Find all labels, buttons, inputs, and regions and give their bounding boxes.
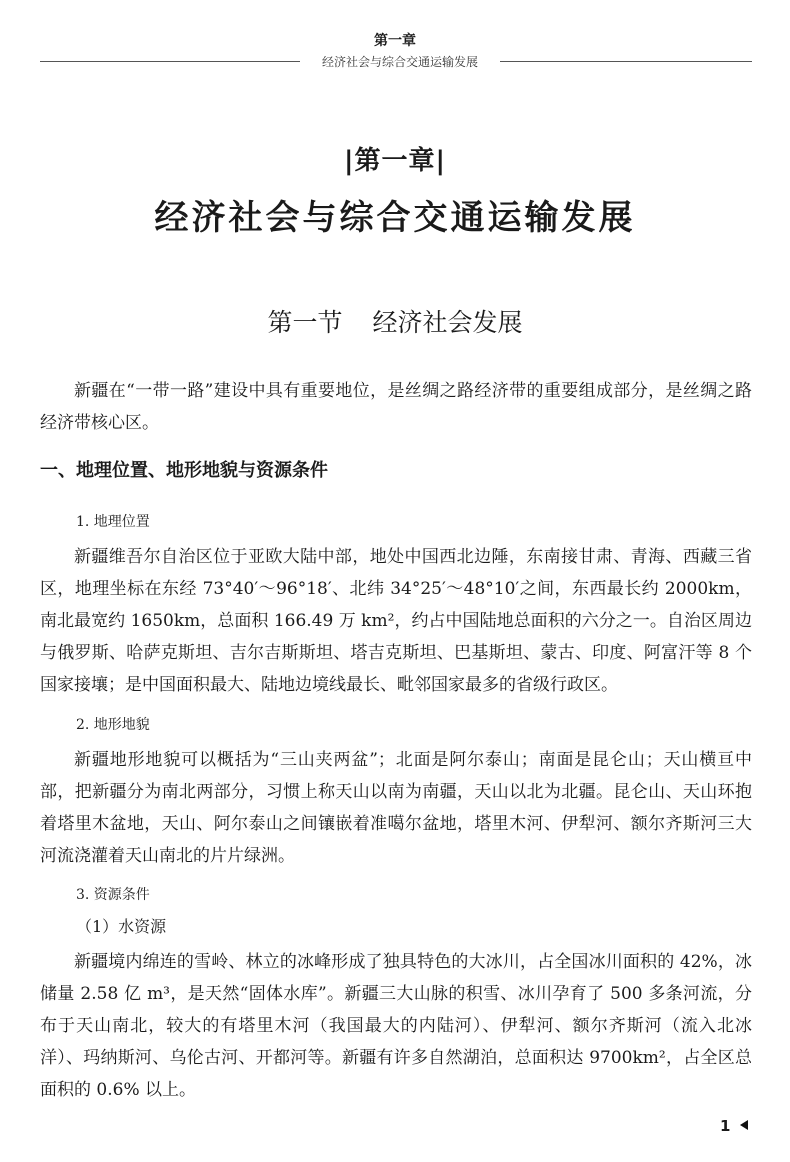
paragraph-location: 新疆维吾尔自治区位于亚欧大陆中部，地处中国西北边陲，东南接甘肃、青海、西藏三省区，地理坐标在东经 73°40′～96°18′、北纬 34°25′～48°10′之间，东西最长约 2000km，南北最宽约 1650km，总面积 166.49 万 km²，约占中国陆地总面积的六分之一。自治区周边与俄罗斯、哈萨克斯坦、吉尔吉斯斯坦、塔吉克斯坦、巴基斯坦、蒙古、印度、阿富汗等 8 个国家接壤；是中国面积最大、陆地边境线最长、毗邻国家最多的省级行政区。 (40, 547, 752, 695)
subheading-water-resources: （1）水资源 (76, 917, 167, 936)
paragraph-water-resources: 新疆境内绵连的雪岭、林立的冰峰形成了独具特色的大冰川，占全国冰川面积的 42%，冰储量 2.58 亿 m³，是天然“固体水库”。新疆三大山脉的积雪、冰川孕育了 500 多条河流，分布于天山南北，较大的有塔里木河（我国最大的内陆河）、伊犁河、额尔齐斯河（流入北冰洋）、玛纳斯河、乌伦古河、开都河等。新疆有许多自然湖泊，总面积达 9700km²，占全区总面积的 0.6% 以上。 (40, 952, 752, 1100)
paragraph-terrain: 新疆地形地貌可以概括为“三山夹两盆”；北面是阿尔泰山；南面是昆仑山；天山横亘中部，把新疆分为南北两部分，习惯上称天山以南为南疆，天山以北为北疆。昆仑山、天山环抱着塔里木盆地，天山、阿尔泰山之间镶嵌着准噶尔盆地，塔里木河、伊犁河、额尔齐斯河三大河流浇灌着天山南北的片片绿洲。 (40, 750, 752, 866)
header-subtitle: 经济社会与综合交通运输发展 (321, 55, 478, 69)
intro-paragraph: 新疆在“一带一路”建设中具有重要地位，是丝绸之路经济带的重要组成部分，是丝绸之路经济带核心区。 (40, 381, 752, 433)
header-rule-right (500, 61, 752, 62)
page-arrow-icon (740, 1120, 748, 1130)
header-chapter: 第一章 (374, 33, 416, 49)
subheading-terrain: 2. 地形地貌 (76, 717, 150, 733)
section-name: 经济社会发展 (372, 308, 523, 337)
chapter-label: |第一章| (344, 146, 446, 176)
heading-geography-resources: 一、地理位置、地形地貌与资源条件 (40, 460, 328, 481)
section-title (0, 303, 790, 339)
subheading-location: 1. 地理位置 (76, 514, 150, 530)
page-number: 1 (720, 1117, 731, 1135)
section-number: 第一节 (267, 308, 343, 337)
header-rule-left (40, 61, 300, 62)
subheading-resources: 3. 资源条件 (76, 887, 150, 903)
chapter-title: 经济社会与综合交通运输发展 (154, 198, 636, 238)
